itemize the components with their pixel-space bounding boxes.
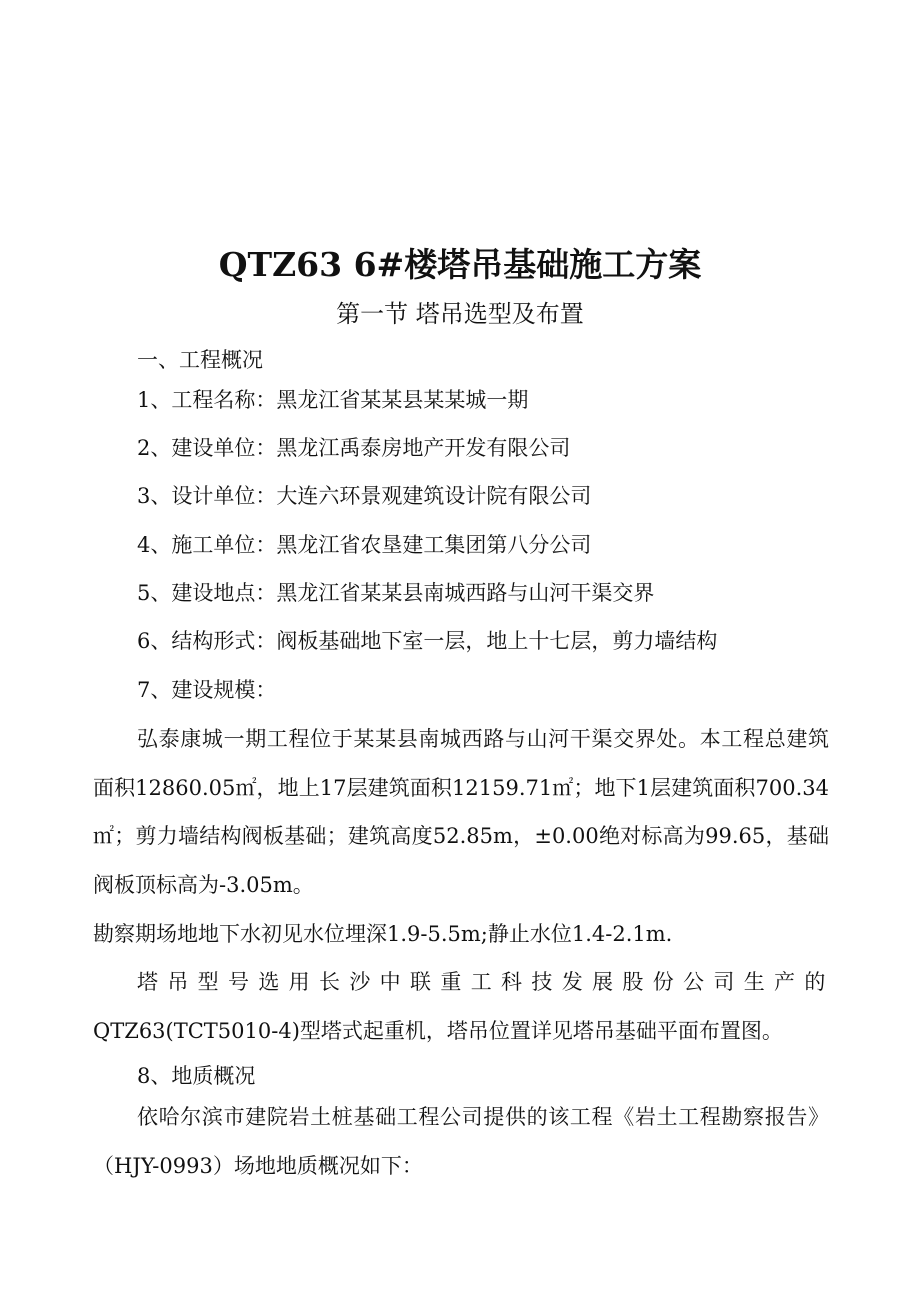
crane-line-2: QTZ63(TCT5010-4)型塔式起重机，塔吊位置详见塔吊基础平面布置图。 xyxy=(93,1018,783,1043)
list-item-structure: 6、结构形式：阀板基础地下室一层，地上十七层，剪力墙结构 xyxy=(137,629,718,653)
list-item-project-name: 1、工程名称：黑龙江省某某县某某城一期 xyxy=(137,388,529,412)
heading-geology: 8、地质概况 xyxy=(137,1064,256,1088)
list-item-designer: 3、设计单位：大连六环景观建筑设计院有限公司 xyxy=(137,484,592,508)
section-title: 第一节 塔吊选型及布置 xyxy=(336,300,584,328)
document-title: QTZ63 6#楼塔吊基础施工方案 xyxy=(218,245,702,284)
paragraph-geology: 依哈尔滨市建院岩土桩基础工程公司提供的该工程《岩土工程勘察报告》（HJY-0993）场地地质概况如下： xyxy=(93,1105,829,1178)
list-item-scale: 7、建设规模： xyxy=(137,678,277,702)
crane-line-1: 塔吊型号选用长沙中联重工科技发展股份公司生产的 xyxy=(137,970,829,994)
list-item-location: 5、建设地点：黑龙江省某某县南城西路与山河干渠交界 xyxy=(137,581,655,605)
heading-project-overview: 一、工程概况 xyxy=(137,348,263,372)
list-item-owner: 2、建设单位：黑龙江禹泰房地产开发有限公司 xyxy=(137,436,571,460)
paragraph-groundwater: 勘察期场地地下水初见水位埋深1.9-5.5m;静止水位1.4-2.1m. xyxy=(93,922,673,946)
paragraph-project-scale: 弘泰康城一期工程位于某某县南城西路与山河干渠交界处。本工程总建筑面积12860.05㎡，地上17层建筑面积12159.71㎡；地下1层建筑面积700.34㎡；剪力墙结构阀板基础；建筑高度52.85m，±0.00绝对标高为99.65，基础阀板顶标高为-3.05m。 xyxy=(93,727,829,897)
paragraph-crane-selection xyxy=(93,958,829,1055)
list-item-contractor: 4、施工单位：黑龙江省农垦建工集团第八分公司 xyxy=(137,533,592,557)
